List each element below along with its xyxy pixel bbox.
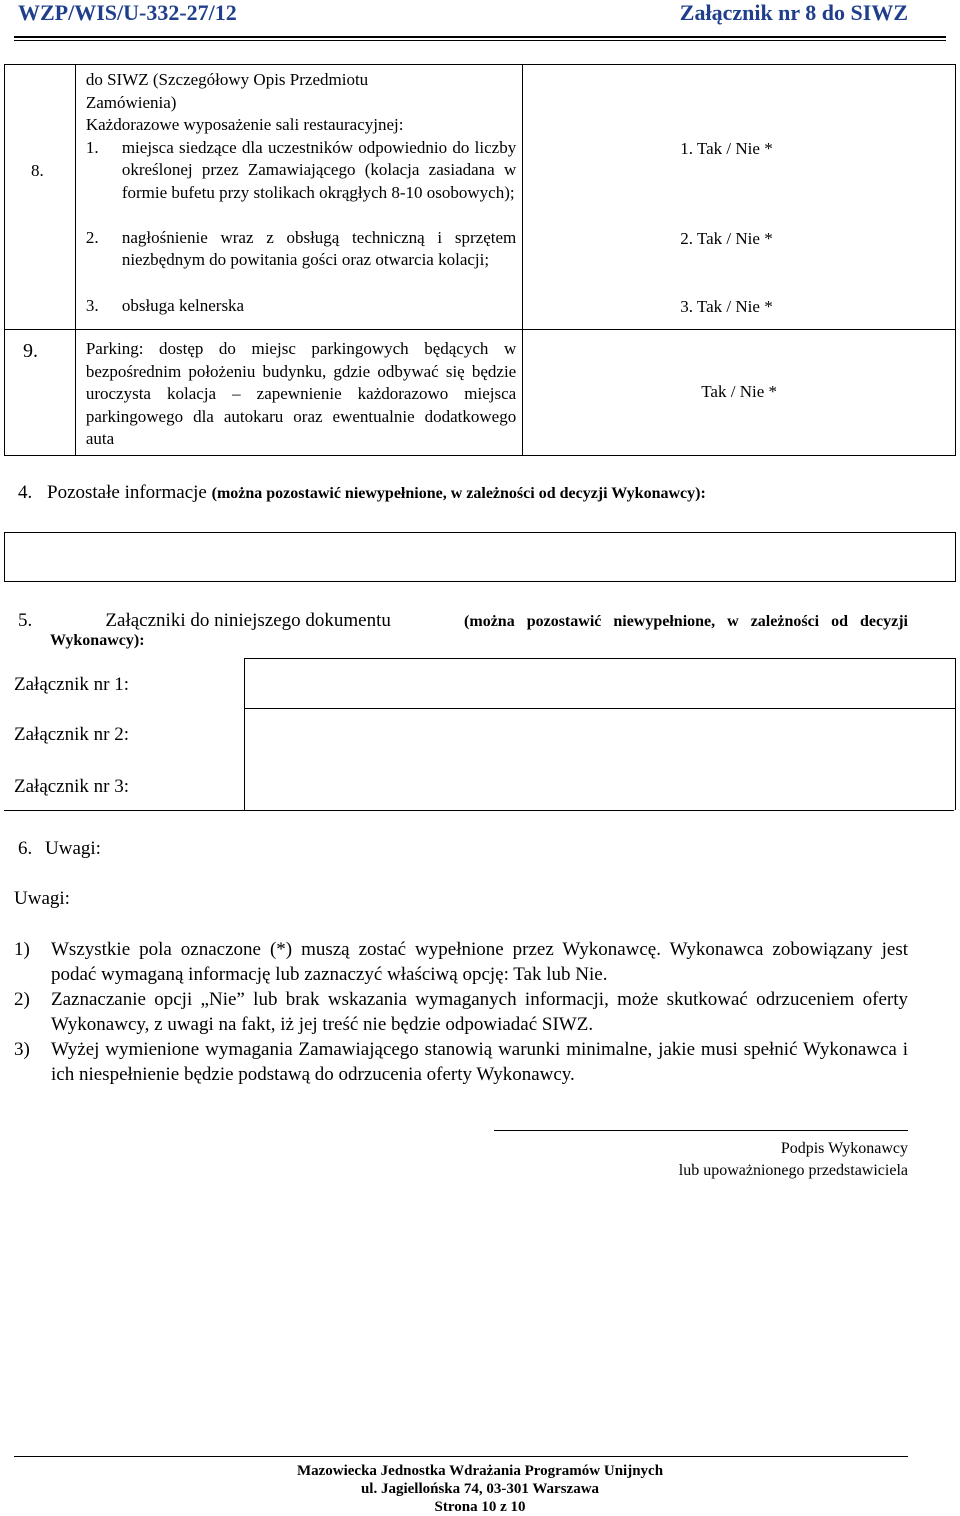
header-rule-thin: [14, 40, 946, 41]
signature-line: [494, 1130, 908, 1131]
continued-text-2: Zamówienia): [85, 92, 177, 112]
attachment-label: Załącznik nr 8 do SIWZ: [679, 0, 908, 25]
attachment-field[interactable]: [244, 708, 956, 759]
attachments-box: [4, 658, 954, 811]
value-choice[interactable]: Tak / Nie *: [701, 382, 777, 401]
remarks-label: Uwagi:: [14, 888, 70, 909]
page-number: Strona 10 z 10: [434, 1499, 526, 1515]
signature-caption: Podpis Wykonawcy lub upoważnionego przedstawiciela: [678, 1140, 908, 1179]
row-number: 8.: [31, 161, 44, 180]
attachment-label: Załącznik nr 1:: [14, 674, 130, 695]
list-item: 1. miejsca siedzące dla uczestników odpowiednio do liczby określonej przez Zamawiającego (kolacja zasiadana w formie bufetu przy stolikach okrągłych 8-10 osobowych);: [85, 137, 517, 202]
value-choice[interactable]: 1. Tak / Nie *: [680, 139, 773, 158]
row-text: Parking: dostęp do miejsc parkingowych będących w bezpośrednim położeniu budynku, gdzie odbywać się będzie uroczysta kolacja – zapewnienie każdorazowo miejsca parkingowego dla autokaru oraz ewentualnie dodatkowego auta: [85, 339, 517, 448]
list-item: 3) Wyżej wymienione wymagania Zamawiającego stanowią warunki minimalne, jakie musi spełnić Wykonawca i ich niespełnienie będzie podstawą do odrzucenia oferty Wykonawcy.: [14, 1039, 908, 1085]
remarks-list: [14, 937, 908, 1087]
attachment-label: Załącznik nr 3:: [14, 776, 130, 797]
list-item: 3. obsługa kelnerska: [85, 295, 245, 315]
continued-text: do SIWZ (Szczegółowy Opis Przedmiotu: [85, 70, 369, 89]
footer-rule: [14, 1456, 908, 1457]
header-rule: [14, 36, 946, 38]
table-row: [5, 65, 956, 330]
section-4-heading: 4. Pozostałe informacje (można pozostawić niewypełnione, w zależności od decyzji Wykonawcy):: [18, 482, 706, 503]
attachment-field[interactable]: [244, 658, 954, 708]
value-choice[interactable]: 2. Tak / Nie *: [680, 229, 773, 248]
table-row: [5, 330, 956, 456]
attachment-label: Załącznik nr 2:: [14, 724, 130, 745]
list-item: 2. nagłośnienie wraz z obsługą techniczną i sprzętem niezbędnym do powitania gości oraz otwarcia kolacji;: [85, 227, 517, 269]
section-5-heading: 5. Załączniki do niniejszego dokumentu (można pozostawić niewypełnione, w zależności od decyzji Wykonawcy):: [18, 610, 908, 649]
list-item: 1) Wszystkie pola oznaczone (*) muszą zostać wypełnione przez Wykonawcę. Wykonawca zobowiązany jest podać wymaganą informację lub zaznaczyć właściwą opcję: Tak lub Nie.: [14, 939, 908, 985]
other-info-field[interactable]: [4, 532, 956, 582]
footer: Mazowiecka Jednostka Wdrażania Programów Unijnych ul. Jagiellońska 74, 03-301 Warszawa Strona 10 z 10: [0, 1462, 960, 1516]
row-number: 9.: [23, 340, 38, 362]
row-title: Każdorazowe wyposażenie sali restauracyjnej:: [85, 115, 404, 134]
section-6-heading: 6. Uwagi:: [18, 838, 101, 859]
spec-table: [4, 64, 956, 456]
attachment-field[interactable]: [244, 758, 956, 810]
list-item: 2) Zaznaczanie opcji „Nie” lub brak wskazania wymaganych informacji, może skutkować odrzuceniem oferty Wykonawcy, z uwagi na fakt, iż jej treść nie będzie odpowiadać SIWZ.: [14, 989, 908, 1035]
doc-reference: WZP/WIS/U-332-27/12: [18, 0, 237, 25]
value-choice[interactable]: 3. Tak / Nie *: [680, 297, 773, 316]
